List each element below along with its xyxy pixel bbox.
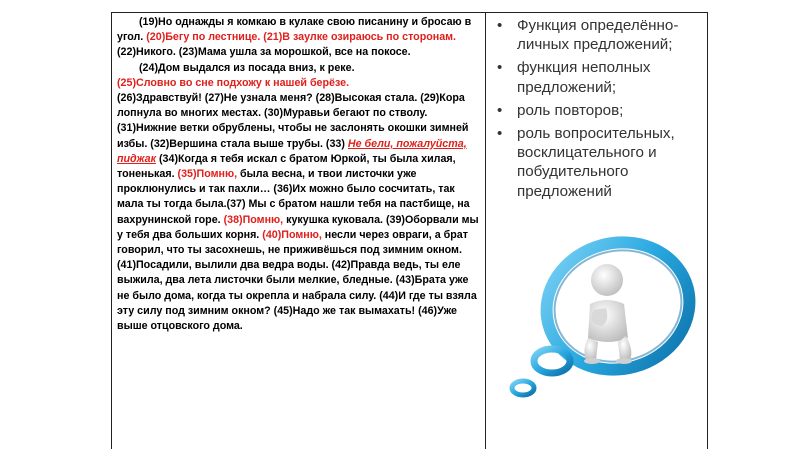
list-item	[490, 16, 702, 54]
list-item-text: функция неполных предложений;	[517, 59, 651, 96]
sentences-26-33: (26)Здравствуй! (27)Не узнала меня? (28)Высокая стала. (29)Кора лопнула во многих местах. (30)Муравьи бегают по стволу. (31)Нижние ветки обрублены, чтобы не заслонять окошки зимней избы. (32)Вершина стала выше трубы. (33)	[117, 92, 469, 150]
sentence-22-23: (22)Никого. (23)Мама ушла за морошкой, все на покосе.	[117, 46, 411, 59]
sentences-35-37: была весна, и твои листочки уже проклюнулись и так пахли… (36)Их можно было сосчитать, так мала ты тогда была.(37) Мы с братом нашли тебя на пастбище, на вахрунинской горе.	[117, 168, 470, 226]
paragraph-25: (25)Словно во сне подхожу к нашей берёзе.	[117, 76, 350, 89]
paragraph-26	[117, 91, 481, 334]
highlight-33: Не бели, пожалуйста, пиджак	[117, 137, 467, 165]
analysis-tasks-cell	[490, 16, 702, 205]
bullet-icon: •	[497, 59, 503, 77]
bullet-icon: •	[497, 125, 503, 143]
highlight-35: (35)Помню,	[177, 168, 238, 181]
small-ring	[512, 381, 534, 395]
list-item-text: Функция определённо-личных предложений;	[517, 17, 679, 54]
highlight-40: (40)Помню,	[262, 228, 322, 241]
sentences-40-46: несли через овраги, а брат говорил, что ты засохнешь, не приживёшься под зимним окном. (41)Посадили, вылили два ведра воды. (42)Правда ведь, ты еле выжила, два лета листочки были мелкие, бледные. (43)Брата уже не было дома, когда ты окрепла и набрала силу. (44)И где ты взяла эту силу под зимним окном? (45)Надо же так вымахать! (46)Уже выше отцовского дома.	[117, 228, 477, 333]
list-item-text: роль повторов;	[517, 101, 624, 119]
list-item-text: роль вопросительных, восклицательного и побудительного предложений	[517, 125, 675, 200]
thinking-person-in-thought-bubble-icon	[490, 210, 700, 410]
bullet-icon: •	[497, 17, 503, 34]
sentences-38-39: кукушка куковала. (39)Оборвали мы у тебя два больших корня.	[117, 213, 479, 241]
story-text-cell	[117, 15, 481, 334]
list-item	[490, 58, 702, 96]
medium-ring	[534, 349, 570, 373]
bullet-icon: •	[497, 101, 503, 119]
thought-bubble-illustration	[490, 210, 700, 410]
list-item	[490, 124, 702, 201]
highlight-20-21: (20)Бегу по лестнице. (21)В заулке озираюсь по сторонам.	[146, 31, 457, 44]
list-item	[490, 101, 702, 120]
paragraph-24: (24)Дом выдался из посада вниз, к реке.	[139, 61, 355, 74]
task-list	[490, 16, 702, 201]
sentence-19: (19)Но однажды я комкаю в кулаке свою писанину и бросаю в угол.	[117, 16, 472, 44]
person-figure	[584, 264, 632, 364]
highlight-38: (38)Помню,	[223, 213, 284, 226]
sentence-34: (34)Когда я тебя искал с братом Юркой, ты была хилая, тоненькая.	[117, 152, 456, 181]
paragraph-19	[117, 15, 481, 61]
column-divider	[485, 12, 486, 449]
